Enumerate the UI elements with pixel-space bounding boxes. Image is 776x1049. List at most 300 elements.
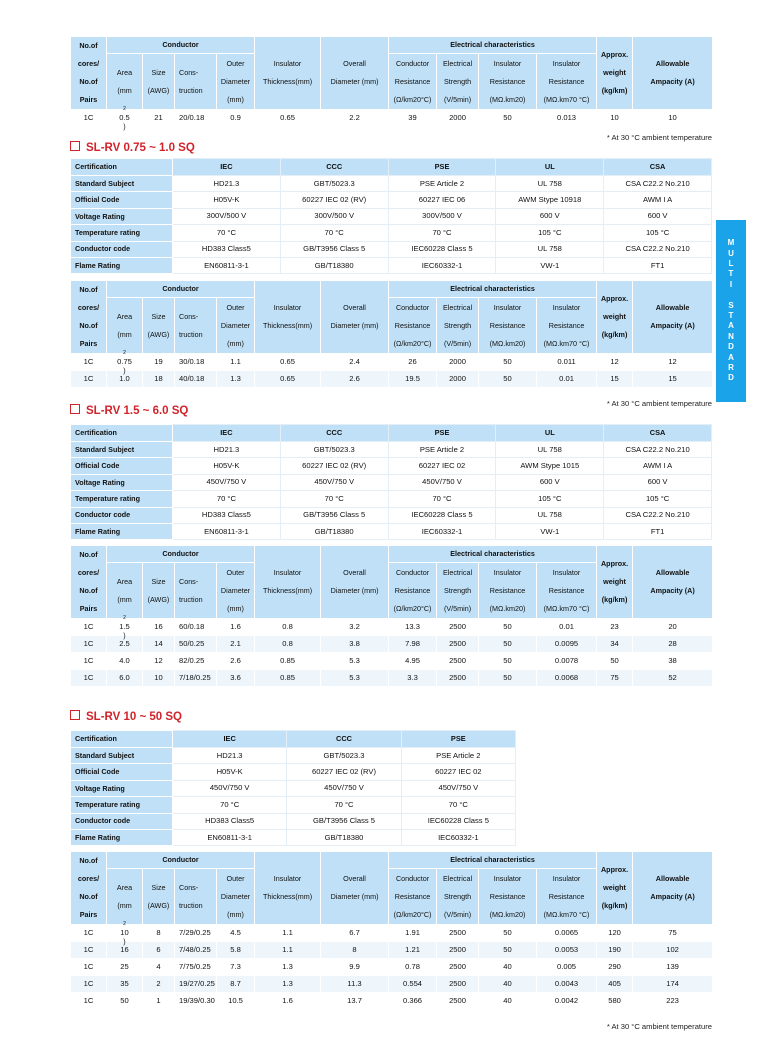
table-cell: 174 bbox=[633, 976, 713, 993]
spec-cell: UL 758 bbox=[496, 241, 604, 257]
header-electrical: Electrical characteristics bbox=[389, 852, 597, 869]
spec-column-header: UL bbox=[496, 425, 604, 442]
spec-cell: 450V/750 V bbox=[280, 474, 388, 490]
spec-cell: CSA C22.2 No.210 bbox=[604, 176, 712, 192]
header-electrical-strength: Electrical Strength (V/5min) bbox=[437, 54, 479, 110]
table-cell: 1C bbox=[71, 942, 107, 959]
spec-row bbox=[71, 442, 712, 458]
sidebar-letter: I bbox=[729, 279, 733, 289]
certification-table bbox=[70, 158, 712, 274]
table-cell: 1.21 bbox=[389, 942, 437, 959]
header-construction: Cons- truction bbox=[175, 563, 217, 619]
table-cell: 30/0.18 bbox=[175, 354, 217, 371]
certification-table bbox=[70, 730, 516, 846]
table-cell: 102 bbox=[633, 942, 713, 959]
header-conductor-resistance: Conductor Resistance (Ω/km20°C) bbox=[389, 563, 437, 619]
header-construction: Cons- truction bbox=[175, 54, 217, 110]
header-weight: Approx. weight (kg/km) bbox=[597, 852, 633, 925]
spec-cell: GB/T3956 Class 5 bbox=[287, 813, 401, 829]
table-cell: 1 bbox=[143, 993, 175, 1010]
table-cell: 0.85 bbox=[255, 670, 321, 687]
spec-cell: 105 °C bbox=[496, 491, 604, 507]
spec-cell: 300V/500 V bbox=[280, 208, 388, 224]
spec-label: Certification bbox=[71, 731, 173, 748]
spec-cell: HD383 Class5 bbox=[173, 241, 281, 257]
spec-cell: IEC60332-1 bbox=[388, 257, 496, 273]
spec-label: Certification bbox=[71, 425, 173, 442]
table-cell: 1.3 bbox=[255, 959, 321, 976]
table-cell: 7.3 bbox=[217, 959, 255, 976]
temperature-note: * At 30 °C ambient temperature bbox=[606, 1022, 712, 1031]
sidebar-letter: A bbox=[728, 352, 734, 362]
table-cell: 0.9 bbox=[217, 110, 255, 127]
table-cell: 0.554 bbox=[389, 976, 437, 993]
table-cell: 50 bbox=[479, 942, 537, 959]
table-cell: 6.0 bbox=[107, 670, 143, 687]
spec-row bbox=[71, 780, 516, 796]
table-cell: 23 bbox=[597, 619, 633, 636]
table-cell: 1.6 bbox=[217, 619, 255, 636]
header-conductor: Conductor bbox=[107, 281, 255, 298]
header-electrical-strength: Electrical Strength (V/5min) bbox=[437, 563, 479, 619]
table-cell: 10.5 bbox=[217, 993, 255, 1010]
spec-row bbox=[71, 192, 712, 208]
spec-label: Conductor code bbox=[71, 507, 173, 523]
table-cell: 3.6 bbox=[217, 670, 255, 687]
spec-row bbox=[71, 208, 712, 224]
table-cell: 2500 bbox=[437, 619, 479, 636]
table-cell: 20 bbox=[633, 619, 713, 636]
spec-cell: PSE Article 2 bbox=[388, 442, 496, 458]
header-overall: Overall Diameter (mm) bbox=[321, 281, 389, 354]
table-cell: 16 bbox=[143, 619, 175, 636]
certification-table bbox=[70, 424, 712, 540]
table-cell: 25 bbox=[107, 959, 143, 976]
table-cell: 2500 bbox=[437, 653, 479, 670]
table-cell: 19.5 bbox=[389, 371, 437, 388]
table-cell: 1.3 bbox=[255, 976, 321, 993]
table-cell: 34 bbox=[597, 636, 633, 653]
spec-column-header: CSA bbox=[604, 159, 712, 176]
conductor-table bbox=[70, 36, 713, 131]
table-cell: 1C bbox=[71, 670, 107, 687]
table-row bbox=[71, 993, 713, 1010]
spec-row bbox=[71, 764, 516, 780]
spec-cell: PSE Article 2 bbox=[388, 176, 496, 192]
table-cell: 4 bbox=[143, 959, 175, 976]
spec-cell: 600 V bbox=[496, 208, 604, 224]
spec-cell: PSE Article 2 bbox=[401, 748, 515, 764]
header-overall: Overall Diameter (mm) bbox=[321, 852, 389, 925]
table-row bbox=[71, 636, 713, 653]
spec-row bbox=[71, 523, 712, 539]
table-cell: 1.1 bbox=[217, 354, 255, 371]
table-cell: 2.2 bbox=[321, 110, 389, 127]
header-electrical: Electrical characteristics bbox=[389, 37, 597, 54]
header-construction: Cons- truction bbox=[175, 298, 217, 354]
spec-cell: 70 °C bbox=[280, 491, 388, 507]
sidebar-letter: D bbox=[728, 373, 734, 383]
table-cell: 12 bbox=[633, 354, 713, 371]
table-cell: 0.01 bbox=[537, 619, 597, 636]
spec-cell: 60227 IEC 02 bbox=[401, 764, 515, 780]
spec-row bbox=[71, 797, 516, 813]
table-cell: 2500 bbox=[437, 959, 479, 976]
header-size: Size (AWG) bbox=[143, 869, 175, 925]
table-cell: 3.2 bbox=[321, 619, 389, 636]
table-cell: 0.0078 bbox=[537, 653, 597, 670]
table-cell: 1.3 bbox=[217, 371, 255, 388]
table-cell: 190 bbox=[597, 942, 633, 959]
spec-cell: HD383 Class5 bbox=[173, 813, 287, 829]
header-insulator: Insulator Thickness(mm) bbox=[255, 852, 321, 925]
table-cell: 223 bbox=[633, 993, 713, 1010]
header-area: Area (mm 2 ) bbox=[107, 869, 143, 925]
table-cell: 4.0 bbox=[107, 653, 143, 670]
spec-cell: 105 °C bbox=[496, 225, 604, 241]
spec-cell: 450V/750 V bbox=[173, 474, 281, 490]
table-cell: 19 bbox=[143, 354, 175, 371]
header-insulator-resistance-20: Insulator Resistance (MΩ.km20) bbox=[479, 54, 537, 110]
spec-label: Flame Rating bbox=[71, 829, 173, 845]
spec-cell: 70 °C bbox=[173, 491, 281, 507]
table-cell: 2000 bbox=[437, 354, 479, 371]
header-insulator-resistance-20: Insulator Resistance (MΩ.km20) bbox=[479, 869, 537, 925]
table-cell: 1C bbox=[71, 619, 107, 636]
table-cell: 8 bbox=[321, 942, 389, 959]
spec-cell: IEC60332-1 bbox=[401, 829, 515, 845]
table-cell: 0.85 bbox=[255, 653, 321, 670]
spec-cell: EN60811-3-1 bbox=[173, 257, 281, 273]
spec-cell: UL 758 bbox=[496, 176, 604, 192]
spec-cell: CSA C22.2 No.210 bbox=[604, 241, 712, 257]
sidebar-letter: R bbox=[728, 363, 734, 373]
spec-cell: 600 V bbox=[604, 208, 712, 224]
spec-label: Voltage Rating bbox=[71, 474, 173, 490]
spec-column-header: PSE bbox=[388, 159, 496, 176]
table-cell: 12 bbox=[597, 354, 633, 371]
header-ampacity: Allowable Ampacity (A) bbox=[633, 852, 713, 925]
table-cell: 0.0042 bbox=[537, 993, 597, 1010]
spec-label: Flame Rating bbox=[71, 523, 173, 539]
table-row bbox=[71, 110, 713, 127]
header-electrical-strength: Electrical Strength (V/5min) bbox=[437, 298, 479, 354]
table-cell: 0.366 bbox=[389, 993, 437, 1010]
spec-cell: 60227 IEC 02 (RV) bbox=[280, 458, 388, 474]
spec-label: Voltage Rating bbox=[71, 208, 173, 224]
spec-cell: AWM Stype 1015 bbox=[496, 458, 604, 474]
table-cell: 1.6 bbox=[255, 993, 321, 1010]
table-cell: 7.98 bbox=[389, 636, 437, 653]
spec-label: Voltage Rating bbox=[71, 780, 173, 796]
table-cell: 52 bbox=[633, 670, 713, 687]
header-size: Size (AWG) bbox=[143, 54, 175, 110]
table-cell: 75 bbox=[633, 925, 713, 942]
spec-row bbox=[71, 813, 516, 829]
table-cell: 15 bbox=[597, 371, 633, 388]
table-cell: 5.8 bbox=[217, 942, 255, 959]
spec-cell: GB/T18380 bbox=[280, 257, 388, 273]
header-insulator-resistance-20: Insulator Resistance (MΩ.km20) bbox=[479, 563, 537, 619]
spec-label: Flame Rating bbox=[71, 257, 173, 273]
header-insulator-resistance-70: Insulator Resistance (MΩ.km70 °C) bbox=[537, 563, 597, 619]
table-cell: 50 bbox=[597, 653, 633, 670]
spec-label: Standard Subject bbox=[71, 748, 173, 764]
spec-cell: 105 °C bbox=[604, 491, 712, 507]
table-cell: 1C bbox=[71, 371, 107, 388]
table-cell: 11.3 bbox=[321, 976, 389, 993]
spec-row bbox=[71, 507, 712, 523]
table-cell: 75 bbox=[597, 670, 633, 687]
header-electrical: Electrical characteristics bbox=[389, 546, 597, 563]
table-cell: 13.7 bbox=[321, 993, 389, 1010]
header-ampacity: Allowable Ampacity (A) bbox=[633, 37, 713, 110]
spec-cell: IEC60332-1 bbox=[388, 523, 496, 539]
spec-cell: FT1 bbox=[604, 523, 712, 539]
header-insulator: Insulator Thickness(mm) bbox=[255, 37, 321, 110]
spec-label: Official Code bbox=[71, 192, 173, 208]
table-row bbox=[71, 653, 713, 670]
spec-row bbox=[71, 829, 516, 845]
header-insulator-resistance-20: Insulator Resistance (MΩ.km20) bbox=[479, 298, 537, 354]
spec-column-header: PSE bbox=[388, 425, 496, 442]
table-cell: 1.5 bbox=[107, 619, 143, 636]
table-cell: 0.0053 bbox=[537, 942, 597, 959]
table-cell: 19/39/0.30 bbox=[175, 993, 217, 1010]
table-cell: 1.91 bbox=[389, 925, 437, 942]
table-cell: 0.011 bbox=[537, 354, 597, 371]
table-cell: 18 bbox=[143, 371, 175, 388]
spec-label: Standard Subject bbox=[71, 442, 173, 458]
table-cell: 20/0.18 bbox=[175, 110, 217, 127]
spec-cell: 70 °C bbox=[401, 797, 515, 813]
table-cell: 10 bbox=[597, 110, 633, 127]
table-cell: 1C bbox=[71, 110, 107, 127]
header-overall: Overall Diameter (mm) bbox=[321, 546, 389, 619]
spec-column-header: CCC bbox=[280, 425, 388, 442]
table-cell: 10 bbox=[107, 925, 143, 942]
table-row bbox=[71, 959, 713, 976]
spec-cell: H05V-K bbox=[173, 764, 287, 780]
spec-cell: 70 °C bbox=[388, 225, 496, 241]
table-cell: 10 bbox=[633, 110, 713, 127]
table-cell: 1C bbox=[71, 925, 107, 942]
table-cell: 2000 bbox=[437, 110, 479, 127]
spec-column-header: UL bbox=[496, 159, 604, 176]
table-cell: 7/48/0.25 bbox=[175, 942, 217, 959]
temperature-note: * At 30 °C ambient temperature bbox=[606, 399, 712, 408]
header-ampacity: Allowable Ampacity (A) bbox=[633, 546, 713, 619]
spec-cell: AWM I A bbox=[604, 192, 712, 208]
checkbox-square-icon bbox=[70, 404, 80, 414]
header-area: Area (mm 2 ) bbox=[107, 298, 143, 354]
spec-row bbox=[71, 748, 516, 764]
spec-label: Conductor code bbox=[71, 813, 173, 829]
table-cell: 50 bbox=[479, 110, 537, 127]
table-cell: 14 bbox=[143, 636, 175, 653]
table-cell: 7/75/0.25 bbox=[175, 959, 217, 976]
sidebar-letter: U bbox=[728, 248, 734, 258]
spec-cell: EN60811-3-1 bbox=[173, 523, 281, 539]
table-cell: 8.7 bbox=[217, 976, 255, 993]
sidebar-letter: D bbox=[728, 342, 734, 352]
table-cell: 0.005 bbox=[537, 959, 597, 976]
spec-column-header: CCC bbox=[287, 731, 401, 748]
table-cell: 1.1 bbox=[255, 925, 321, 942]
spec-cell: 450V/750 V bbox=[401, 780, 515, 796]
spec-cell: GBT/5023.3 bbox=[280, 442, 388, 458]
table-cell: 2000 bbox=[437, 371, 479, 388]
table-cell: 405 bbox=[597, 976, 633, 993]
table-cell: 0.8 bbox=[255, 636, 321, 653]
table-cell: 12 bbox=[143, 653, 175, 670]
table-cell: 2500 bbox=[437, 976, 479, 993]
table-row bbox=[71, 670, 713, 687]
table-row bbox=[71, 371, 713, 388]
sidebar-letter: A bbox=[728, 321, 734, 331]
spec-cell: 450V/750 V bbox=[287, 780, 401, 796]
table-cell: 50 bbox=[107, 993, 143, 1010]
header-conductor-resistance: Conductor Resistance (Ω/km20°C) bbox=[389, 54, 437, 110]
table-cell: 0.65 bbox=[255, 371, 321, 388]
header-no-of: No.of cores/ No.of Pairs bbox=[71, 546, 107, 619]
table-row bbox=[71, 619, 713, 636]
header-no-of: No.of cores/ No.of Pairs bbox=[71, 852, 107, 925]
table-cell: 8 bbox=[143, 925, 175, 942]
header-insulator-resistance-70: Insulator Resistance (MΩ.km70 °C) bbox=[537, 54, 597, 110]
spec-cell: H05V-K bbox=[173, 192, 281, 208]
table-cell: 28 bbox=[633, 636, 713, 653]
table-cell: 0.0068 bbox=[537, 670, 597, 687]
table-cell: 1C bbox=[71, 993, 107, 1010]
table-cell: 0.75 bbox=[107, 354, 143, 371]
spec-cell: HD21.3 bbox=[173, 442, 281, 458]
table-cell: 2.6 bbox=[321, 371, 389, 388]
header-conductor: Conductor bbox=[107, 546, 255, 563]
header-weight: Approx. weight (kg/km) bbox=[597, 546, 633, 619]
spec-row bbox=[71, 257, 712, 273]
table-row bbox=[71, 976, 713, 993]
spec-cell: 60227 IEC 02 (RV) bbox=[287, 764, 401, 780]
spec-cell: AWM I A bbox=[604, 458, 712, 474]
table-cell: 1C bbox=[71, 653, 107, 670]
table-cell: 0.65 bbox=[255, 110, 321, 127]
header-insulator-resistance-70: Insulator Resistance (MΩ.km70 °C) bbox=[537, 298, 597, 354]
table-cell: 10 bbox=[143, 670, 175, 687]
header-conductor-resistance: Conductor Resistance (Ω/km20°C) bbox=[389, 298, 437, 354]
table-cell: 2500 bbox=[437, 993, 479, 1010]
table-cell: 40 bbox=[479, 993, 537, 1010]
spec-cell: UL 758 bbox=[496, 507, 604, 523]
conductor-table bbox=[70, 851, 713, 1010]
table-cell: 0.0095 bbox=[537, 636, 597, 653]
spec-cell: IEC60228 Class 5 bbox=[401, 813, 515, 829]
header-outer-diameter: Outer Diameter (mm) bbox=[217, 869, 255, 925]
table-cell: 3.8 bbox=[321, 636, 389, 653]
conductor-table bbox=[70, 280, 713, 388]
table-cell: 3.3 bbox=[389, 670, 437, 687]
table-cell: 0.78 bbox=[389, 959, 437, 976]
table-cell: 19/27/0.25 bbox=[175, 976, 217, 993]
sidebar-letter: M bbox=[727, 238, 735, 248]
spec-label: Standard Subject bbox=[71, 176, 173, 192]
header-area: Area (mm 2 ) bbox=[107, 563, 143, 619]
table-cell: 82/0.25 bbox=[175, 653, 217, 670]
table-cell: 139 bbox=[633, 959, 713, 976]
header-insulator-resistance-70: Insulator Resistance (MΩ.km70 °C) bbox=[537, 869, 597, 925]
table-cell: 50 bbox=[479, 925, 537, 942]
table-cell: 50 bbox=[479, 354, 537, 371]
spec-cell: 70 °C bbox=[173, 797, 287, 813]
spec-row bbox=[71, 458, 712, 474]
table-cell: 16 bbox=[107, 942, 143, 959]
spec-cell: GB/T18380 bbox=[280, 523, 388, 539]
table-cell: 21 bbox=[143, 110, 175, 127]
table-cell: 50 bbox=[479, 653, 537, 670]
spec-cell: HD21.3 bbox=[173, 176, 281, 192]
table-cell: 15 bbox=[633, 371, 713, 388]
table-cell: 50 bbox=[479, 619, 537, 636]
table-cell: 60/0.18 bbox=[175, 619, 217, 636]
table-row bbox=[71, 354, 713, 371]
header-weight: Approx. weight (kg/km) bbox=[597, 281, 633, 354]
spec-cell: GB/T3956 Class 5 bbox=[280, 241, 388, 257]
table-cell: 1.0 bbox=[107, 371, 143, 388]
spec-column-header: IEC bbox=[173, 731, 287, 748]
spec-cell: 600 V bbox=[496, 474, 604, 490]
table-cell: 38 bbox=[633, 653, 713, 670]
spec-cell: GBT/5023.3 bbox=[287, 748, 401, 764]
table-cell: 39 bbox=[389, 110, 437, 127]
header-insulator: Insulator Thickness(mm) bbox=[255, 281, 321, 354]
spec-cell: 450V/750 V bbox=[173, 780, 287, 796]
spec-label: Conductor code bbox=[71, 241, 173, 257]
table-cell: 50 bbox=[479, 670, 537, 687]
section-title: SL-RV 10 ~ 50 SQ bbox=[70, 710, 182, 723]
spec-cell: 105 °C bbox=[604, 225, 712, 241]
spec-cell: 60227 IEC 02 (RV) bbox=[280, 192, 388, 208]
table-cell: 0.65 bbox=[255, 354, 321, 371]
table-cell: 0.01 bbox=[537, 371, 597, 388]
spec-row bbox=[71, 241, 712, 257]
section-title: SL-RV 1.5 ~ 6.0 SQ bbox=[70, 404, 188, 417]
temperature-note: * At 30 °C ambient temperature bbox=[606, 133, 712, 142]
table-cell: 290 bbox=[597, 959, 633, 976]
spec-cell: EN60811-3-1 bbox=[173, 829, 287, 845]
table-cell: 1C bbox=[71, 959, 107, 976]
spec-cell: IEC60228 Class 5 bbox=[388, 241, 496, 257]
spec-cell: 70 °C bbox=[280, 225, 388, 241]
checkbox-square-icon bbox=[70, 141, 80, 151]
table-cell: 2500 bbox=[437, 925, 479, 942]
spec-cell: FT1 bbox=[604, 257, 712, 273]
conductor-table bbox=[70, 545, 713, 687]
table-cell: 40 bbox=[479, 959, 537, 976]
table-row bbox=[71, 925, 713, 942]
table-cell: 2.4 bbox=[321, 354, 389, 371]
spec-column-header: IEC bbox=[173, 159, 281, 176]
header-overall: Overall Diameter (mm) bbox=[321, 37, 389, 110]
table-cell: 0.8 bbox=[255, 619, 321, 636]
table-cell: 7/18/0.25 bbox=[175, 670, 217, 687]
section-title: SL-RV 0.75 ~ 1.0 SQ bbox=[70, 141, 195, 154]
header-no-of: No.of cores/ No.of Pairs bbox=[71, 37, 107, 110]
spec-cell: CSA C22.2 No.210 bbox=[604, 507, 712, 523]
header-outer-diameter: Outer Diameter (mm) bbox=[217, 54, 255, 110]
header-outer-diameter: Outer Diameter (mm) bbox=[217, 298, 255, 354]
header-insulator: Insulator Thickness(mm) bbox=[255, 546, 321, 619]
header-electrical: Electrical characteristics bbox=[389, 281, 597, 298]
